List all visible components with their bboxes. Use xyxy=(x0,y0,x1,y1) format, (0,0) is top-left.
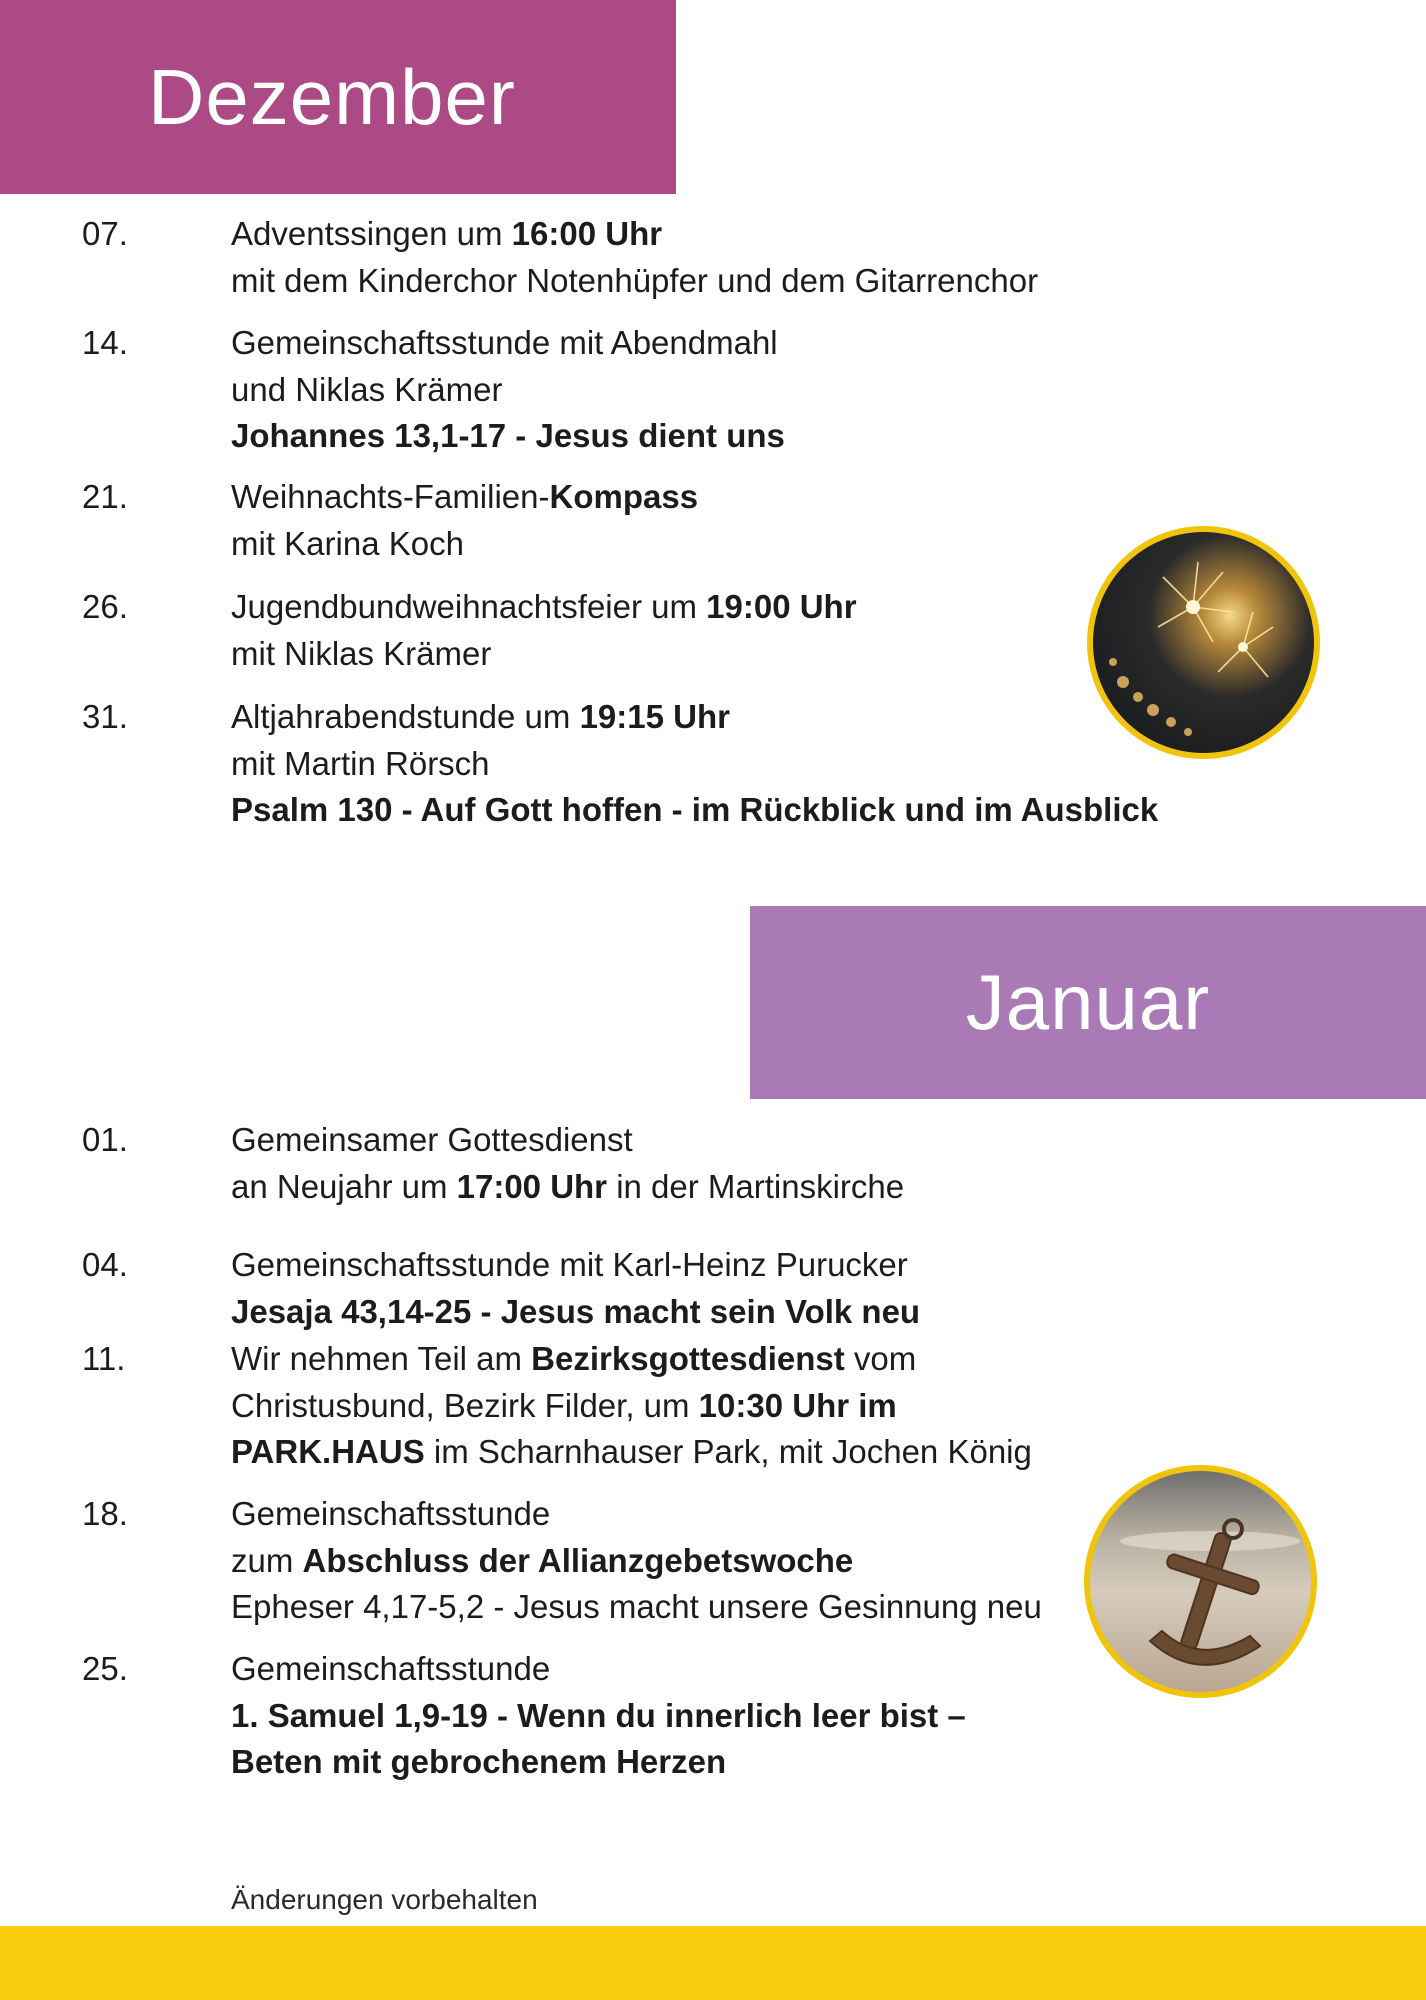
event-text: mit Niklas Krämer xyxy=(231,634,492,672)
footer-bar xyxy=(0,1926,1426,2000)
event-text: Altjahrabendstunde um xyxy=(231,698,580,735)
event-line xyxy=(231,1491,1042,1538)
event-description xyxy=(231,1646,966,1786)
event-description xyxy=(231,694,1158,834)
event-text: Wir nehmen Teil am xyxy=(231,1340,532,1377)
event-text: im Scharnhauser Park, mit Jochen König xyxy=(424,1433,1032,1470)
event-highlight: Abschluss der Allianzgebetswoche xyxy=(302,1541,854,1579)
event-line xyxy=(231,521,698,568)
event-text: Weihnachts-Familien- xyxy=(231,478,550,515)
event-line xyxy=(231,1693,966,1740)
event-highlight: 19:00 Uhr xyxy=(706,588,857,625)
sparkler-photo xyxy=(1087,526,1320,759)
disclaimer-note: Änderungen vorbehalten xyxy=(231,1884,538,1915)
event-line xyxy=(231,1429,1032,1476)
event-text: an Neujahr um xyxy=(231,1167,457,1205)
event-highlight: Jesaja 43,14-25 - Jesus macht sein Volk neu xyxy=(231,1292,921,1330)
event-highlight: PARK.HAUS xyxy=(231,1433,425,1470)
event-date: 11. xyxy=(82,1340,126,1377)
event-highlight: 19:15 Uhr xyxy=(579,698,730,735)
event-text: Gemeinsamer Gottesdienst xyxy=(231,1121,633,1158)
event-line xyxy=(231,1336,1032,1383)
event-date: 14. xyxy=(82,324,128,361)
event-line xyxy=(231,1242,920,1289)
event-text: Epheser 4,17-5,2 - Jesus macht unsere Gesinnung neu xyxy=(231,1588,1042,1625)
event-highlight: Psalm 130 - Auf Gott hoffen - im Rückblick und im Ausblick xyxy=(231,791,1159,828)
event-text: Gemeinschaftsstunde mit Abendmahl xyxy=(231,324,778,361)
event-highlight: Beten mit gebrochenem Herzen xyxy=(231,1743,727,1780)
event-line xyxy=(231,258,1038,305)
event-date: 07. xyxy=(82,215,128,252)
january-title: Januar xyxy=(965,958,1211,1046)
event-date: 26. xyxy=(82,588,128,625)
event-description xyxy=(231,474,698,567)
event-text: vom xyxy=(844,1340,917,1377)
event-highlight: 1. Samuel 1,9-19 - Wenn du innerlich leer bist – xyxy=(231,1696,966,1734)
event-text: mit Karina Koch xyxy=(231,524,464,562)
event-line xyxy=(231,1538,1042,1585)
event-line xyxy=(231,413,785,460)
event-date: 31. xyxy=(82,698,128,735)
event-date: 01. xyxy=(82,1121,128,1158)
december-title: Dezember xyxy=(148,52,516,141)
event-highlight: 17:00 Uhr xyxy=(456,1167,608,1205)
event-description xyxy=(231,320,785,460)
anchor-photo xyxy=(1084,1465,1317,1698)
event-text: mit dem Kinderchor Notenhüpfer und dem Gitarrenchor xyxy=(231,261,1039,299)
event-line xyxy=(231,1289,920,1336)
december-banner xyxy=(0,0,676,194)
event-description xyxy=(231,1117,904,1210)
event-description xyxy=(231,1336,1032,1476)
event-date: 25. xyxy=(82,1650,128,1687)
event-highlight: Kompass xyxy=(549,478,699,515)
event-line xyxy=(231,1164,904,1211)
event-line xyxy=(231,211,1038,258)
event-line xyxy=(231,367,785,414)
event-text: Gemeinschaftsstunde xyxy=(231,1650,551,1687)
event-line xyxy=(231,584,857,631)
event-line xyxy=(231,741,1158,788)
event-text: Gemeinschaftsstunde xyxy=(231,1495,551,1532)
event-description xyxy=(231,1242,920,1335)
event-line xyxy=(231,1739,966,1786)
event-highlight: 16:00 Uhr xyxy=(511,215,663,252)
event-line xyxy=(231,787,1158,834)
event-line xyxy=(231,1646,966,1693)
event-text: und Niklas Krämer xyxy=(231,370,503,408)
event-description xyxy=(231,211,1038,304)
event-line xyxy=(231,1584,1042,1631)
event-line xyxy=(231,320,785,367)
event-text: Adventssingen um xyxy=(231,215,512,252)
event-description xyxy=(231,584,857,677)
event-text: Christusbund, Bezirk Filder, um xyxy=(231,1386,699,1424)
event-line xyxy=(231,631,857,678)
event-highlight: 10:30 Uhr im xyxy=(698,1386,897,1424)
event-highlight: Johannes 13,1-17 - Jesus dient uns xyxy=(231,417,785,454)
event-line xyxy=(231,1117,904,1164)
event-text: in der Martinskirche xyxy=(607,1167,905,1205)
event-date: 18. xyxy=(82,1495,128,1532)
event-line xyxy=(231,474,698,521)
event-text: Jugendbundweihnachtsfeier um xyxy=(231,588,707,625)
event-line xyxy=(231,1383,1032,1430)
event-text: mit Martin Rörsch xyxy=(231,744,490,782)
sparkler-image xyxy=(1093,532,1314,753)
event-description xyxy=(231,1491,1042,1631)
anchor-image xyxy=(1090,1471,1311,1692)
event-date: 04. xyxy=(82,1246,128,1283)
event-text: Gemeinschaftsstunde mit Karl-Heinz Purucker xyxy=(231,1246,908,1283)
event-line xyxy=(231,694,1158,741)
event-date: 21. xyxy=(82,478,128,515)
event-highlight: Bezirksgottesdienst xyxy=(531,1340,845,1377)
event-text: zum xyxy=(231,1541,303,1579)
january-banner xyxy=(750,906,1426,1099)
